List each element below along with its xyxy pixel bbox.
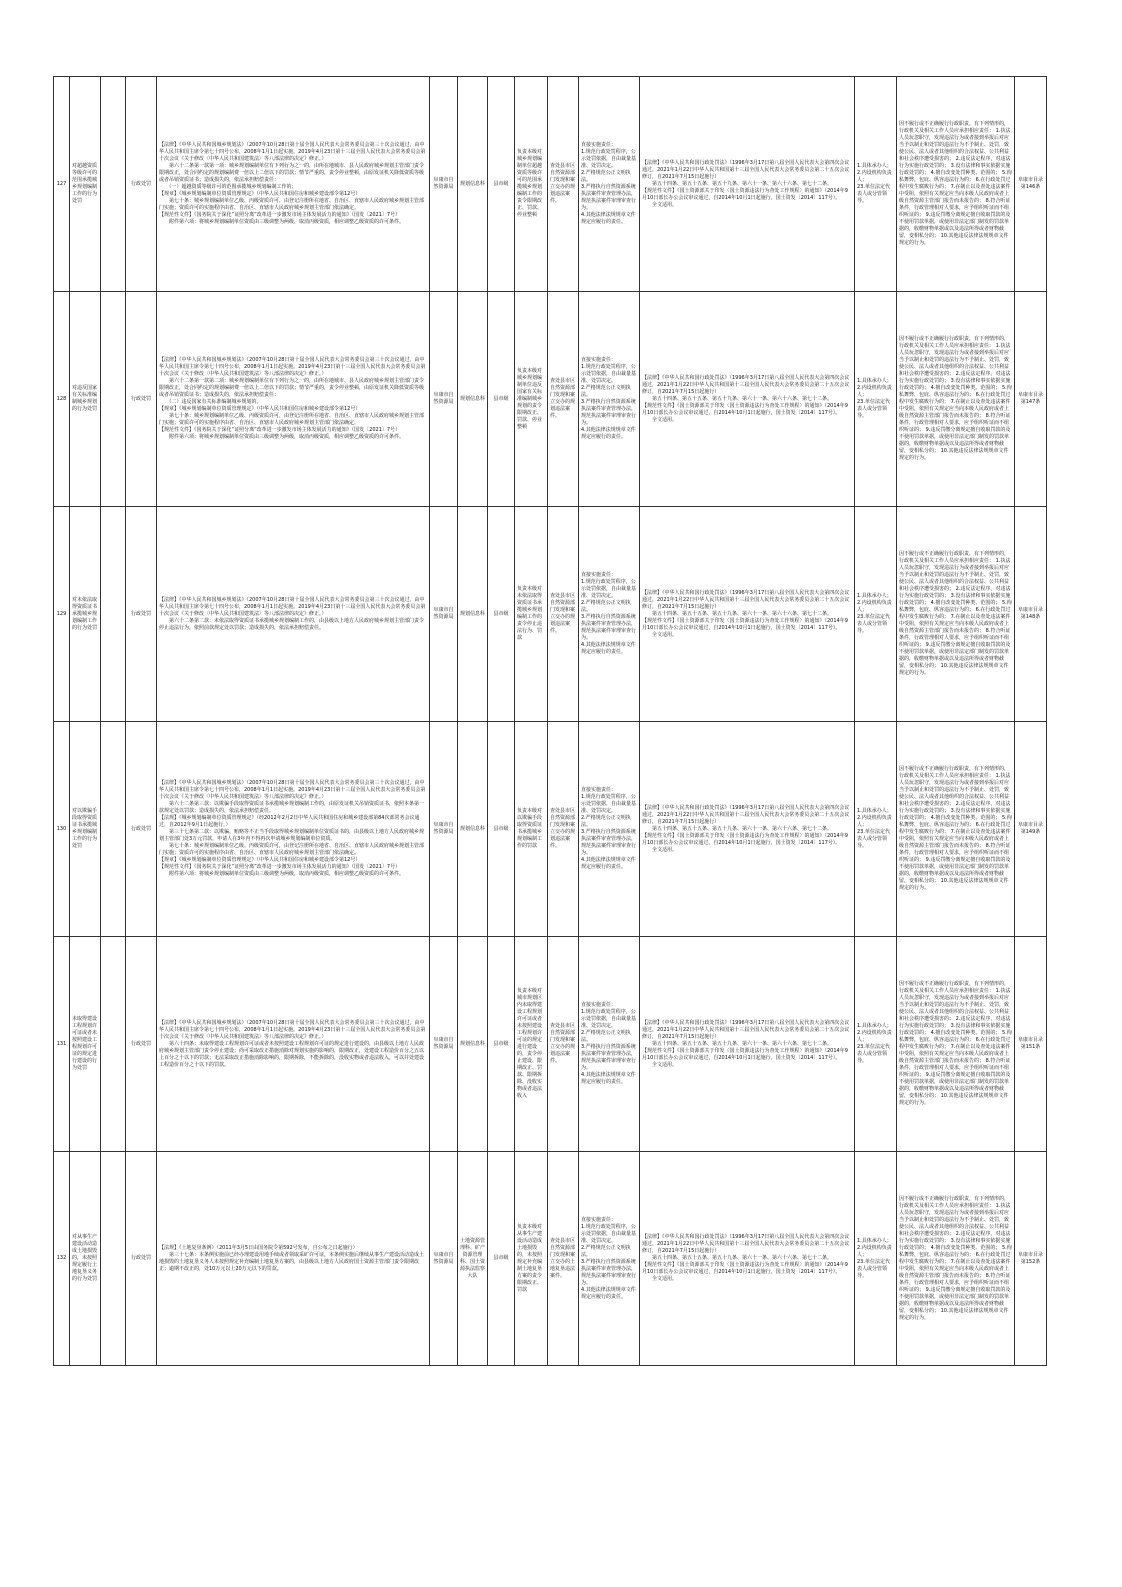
responsibility-content: 负责本级对城市规划区内未取得建设工程规划许可证或者未按照建设工程规划许可证的规定进行建设的，责令停止建设、限期改正、罚款、限期拆除、没收实物或者违法收入 [515,937,548,1152]
item-type: 行政处罚 [126,77,157,292]
sub-item [101,507,126,722]
item-type: 行政处罚 [126,1152,157,1366]
row-number: 129 [54,507,70,722]
legal-basis: 【法规】《土地复垦条例》（2011年3月5日由国务院令第592号发布，自公布之日起施行） 第三十七条：本条例实施前已经办理建设用地手续或者领取采矿许可证，本条例实施后继续从事生产建设活动造成土地损毁的土地复垦义务人未按照规定补充编制土地复垦方案的，由县级以上地方人民政府国土资源主管部门责令限期改正；逾期不改正的，处10万元以上20万元以下的罚款。 [157,1152,430,1366]
accountable-persons: 1.具体承办人； 2.内设机构负责人； 23.单位法定代表人或分管领导。 [855,292,897,507]
row-number: 127 [54,77,70,292]
duty-items: 查处县市区自然资源部门发现和案立交办的规划违法案件。 [548,77,579,292]
table-row [54,1152,1047,1366]
remark: 阜康市目录第148条 [1015,507,1047,722]
responsible-office: 规划信息科 [458,292,488,507]
exercise-level: 县市级 [488,292,515,507]
responsible-office: 土地资源管理科、矿产资源管理科、国土资源执法监察大队 [458,1152,488,1366]
accountable-persons: 1.具体承办人； 2.内设机构负责人； 23.单位法定代表人或分管领导。 [855,77,897,292]
implementation-duties: 直接实施责任： 1.规范行政处罚程序，公示处罚依据，自由裁量基准、处罚决定。 2.严格规范公正文明执法。 3.严格执行自然资源系统执法案件审查管理办法，规范执法案件审理审查行为。 4.其他法律法规规章文件规定应履行的责任。 [579,1152,640,1366]
department: 阜康市自然资源局 [430,507,458,722]
item-name: 对以欺骗手段取得资质证书承揽城乡规划编制工作的行为处罚 [70,722,101,937]
table-row [54,507,1047,722]
item-type: 行政处罚 [126,507,157,722]
item-name: 未取得建设工程规划许可证或者未按照建设工程规划许可证的规定进行建设的行为处罚 [70,937,101,1152]
exercise-level: 县市级 [488,77,515,292]
table-row [54,722,1047,937]
legal-basis: 【法律】《中华人民共和国城乡规划法》（2007年10月28日第十届全国人民代表大会常务委员会第三十次会议通过，由中华人民共和国主席令第七十四号公布，2008年1月1日起实施。2019年4月23日第十三届全国人民代表大会常务委员会第十次会议《关于修改〈中华人民共和国建筑法〉等八部法律的决定》修正。） 第六十二条第二款：未依法取得资质证书承揽城乡规划编制工作的，由县级以上地方人民政府城乡规划主管部门责令停止违法行为，依照前款规定处以罚款；造成损失的，依法承担赔偿责任。 [157,507,430,722]
row-number: 130 [54,722,70,937]
row-number: 128 [54,292,70,507]
legal-basis: 【法律】《中华人民共和国城乡规划法》（2007年10月28日第十届全国人民代表大会常务委员会第三十次会议通过，由中华人民共和国主席令第七十四号公布，2008年1月1日起实施。2019年4月23日第十三届全国人民代表大会常务委员会第十次会议《关于修改〈中华人民共和国建筑法〉等八部法律的决定》修正。） 第六十二条第一款第二项：城乡规划编制单位有下列行为之一的，由所在地城市、县人民政府城乡规划主管部门责令限期改正，处合同约定的规划编制费一倍以上二倍以下的罚款；情节严重的，责令停业整顿，由原发证机关降低资质等级或者吊销资质证书；造成损失的，依法承担赔偿责任： （二）违反国家有关标准编制城乡规划的。 【规章】《城乡规划编制单位资质管理规定》（中华人民共和国住房和城乡建设部令第12号） 第七十条：城乡规划编制单位乙级、丙级资质许可，由登记注册所在地省、自治区、直辖市人民政府城乡规划主管部门实施；资质许可的实施程序由省、自治区、直辖市人民政府城乡规划主管部门依法确定。 【规范性文件】《国务院关于深化“证照分离”改革进一步激发市场主体发展活力的通知》（国发〔2021〕7号） 附件第六项：将城乡规划编制单位资质由三级调整为两级，取消丙级资质，相应调整乙级资质的许可条件。 [157,292,430,507]
responsibility-content: 负责本级对从事生产建设活动造成土地损毁的，未按照规定补充编制土地复垦方案的责令限期改正、罚款 [515,1152,548,1366]
exercise-level: 县市级 [488,1152,515,1366]
item-name: 对未依法取得资质证书承揽城乡规划编制工作的行为处罚 [70,507,101,722]
accountability-situations: 因不履行或不正确履行行政职责，有下列情形的，行政机关及相关工作人员应承担相应责任： 1.执法人员玩忽职守，发现违法行为或者接到举报后对应当予以制止和处罚的违法行为不予制止、处罚，致使公民、法人或者其他组织的合法权益、公共利益和社会秩序遭受损害的； 2.违反法定程序，对违法行为实施行政处罚的； 3.没有法律和事实依据实施行政处罚的； 4.擅自改变处罚种类、范围的； 5.徇私舞弊，包庇、纵容违法行为的； 6.在行政处罚过程中发生腐败行为的； 7.在制止以及查处违法案件中受阻，依照有关规定应当向本级人民政府或者上级自然资源主管部门报告而未报告的； 8.符合听证条件，行政管理相对人要求，应予组织听证而不组织听证的； 9.违反罚缴分离规定擅自收取罚款的及不使用罚款单据，或使用非法定部门制发的罚款单据的，收缴财物单据或以及违法所得或者财物截留，变相私分的； 10.其他违反法律法规规章文件规定的行为。 [897,77,1015,292]
item-type: 行政处罚 [126,292,157,507]
row-number: 131 [54,937,70,1152]
department: 阜康市自然资源局 [430,937,458,1152]
responsibility-table [53,76,1047,1366]
accountability-situations: 因不履行或不正确履行行政职责，有下列情形的，行政机关及相关工作人员应承担相应责任： 1.执法人员玩忽职守，发现违法行为或者接到举报后对应当予以制止和处罚的违法行为不予制止、处罚，致使公民、法人或者其他组织的合法权益、公共利益和社会秩序遭受损害的； 2.违反法定程序，对违法行为实施行政处罚的； 3.没有法律和事实依据实施行政处罚的； 4.擅自改变处罚种类、范围的； 5.徇私舞弊，包庇、纵容违法行为的； 6.在行政处罚过程中发生腐败行为的； 7.在制止以及查处违法案件中受阻，依照有关规定应当向本级人民政府或者上级自然资源主管部门报告而未报告的； 8.符合听证条件，行政管理相对人要求，应予组织听证而不组织听证的； 9.违反罚缴分离规定擅自收取罚款的及不使用罚款单据，或使用非法定部门制发的罚款单据的，收缴财物单据或以及违法所得或者财物截留，变相私分的； 10.其他违反法律法规规章文件规定的行为。 [897,722,1015,937]
item-name: 对违反国家有关标准编制城乡规划的行为处罚 [70,292,101,507]
accountability-basis: 【法律】《中华人民共和国行政处罚法》（1996年3月17日第八届全国人民代表大会第四次会议通过，2021年1月22日中华人民共和国第十三届全国人民代表大会常务委员会第二十五次会议修订，自2021年7月15日起施行） 第五十四条、第五十五条、第五十九条、第六十一条、第六十六条、第七十二条。 【规范性文件】《国土资源部关于印发〈国土资源违法行为查处工作规程〉的通知》（2014年9月10日部长办公会议审议通过，自2014年10月1日起施行，国土资发〔2014〕117号）。 全文适用。 [640,292,855,507]
accountability-basis: 【法律】《中华人民共和国行政处罚法》（1996年3月17日第八届全国人民代表大会第四次会议通过，2021年1月22日中华人民共和国第十三届全国人民代表大会常务委员会第二十五次会议修订，自2021年7月15日起施行） 第五十四条、第五十五条、第五十九条、第六十一条、第六十六条、第七十二条。 【规范性文件】《国土资源部关于印发〈国土资源违法行为查处工作规程〉的通知》（2014年9月10日部长办公会议审议通过，自2014年10月1日起施行，国土资发〔2014〕117号）。 全文适用。 [640,722,855,937]
remark: 阜康市目录第152条 [1015,1152,1047,1366]
implementation-duties: 直接实施责任： 1.规范行政处罚程序，公示处罚依据，自由裁量基准、处罚决定。 2.严格规范公正文明执法。 3.严格执行自然资源系统执法案件审查管理办法，规范执法案件审理审查行为。 4.其他法律法规规章文件规定应履行的责任。 [579,937,640,1152]
accountable-persons: 1.具体承办人； 2.内设机构负责人； 23.单位法定代表人或分管领导。 [855,722,897,937]
responsible-office: 规划信息科 [458,937,488,1152]
table-row [54,937,1047,1152]
sub-item [101,722,126,937]
remark: 阜康市目录第151条 [1015,937,1047,1152]
item-name: 对从事生产建设活动造成土地损毁的，未按照规定履行土地复垦义务的行为处罚 [70,1152,101,1366]
accountability-situations: 因不履行或不正确履行行政职责，有下列情形的，行政机关及相关工作人员应承担相应责任： 1.执法人员玩忽职守，发现违法行为或者接到举报后对应当予以制止和处罚的违法行为不予制止、处罚，致使公民、法人或者其他组织的合法权益、公共利益和社会秩序遭受损害的； 2.违反法定程序，对违法行为实施行政处罚的； 3.没有法律和事实依据实施行政处罚的； 4.擅自改变处罚种类、范围的； 5.徇私舞弊，包庇、纵容违法行为的； 6.在行政处罚过程中发生腐败行为的； 7.在制止以及查处违法案件中受阻，依照有关规定应当向本级人民政府或者上级自然资源主管部门报告而未报告的； 8.符合听证条件，行政管理相对人要求，应予组织听证而不组织听证的； 9.违反罚缴分离规定擅自收取罚款的及不使用罚款单据，或使用非法定部门制发的罚款单据的，收缴财物单据或以及违法所得或者财物截留，变相私分的； 10.其他违反法律法规规章文件规定的行为。 [897,1152,1015,1366]
sub-item [101,292,126,507]
legal-basis: 【法律】《中华人民共和国城乡规划法》（2007年10月28日第十届全国人民代表大会常务委员会第三十次会议通过，由中华人民共和国主席令第七十四号公布，2008年1月1日起实施。2019年4月23日第十三届全国人民代表大会常务委员会第十次会议《关于修改〈中华人民共和国建筑法〉等八部法律的决定》修正。） 第六十四条：未取得建设工程规划许可证或者未按照建设工程规划许可证的规定进行建设的，由县级以上地方人民政府城乡规划主管部门责令停止建设；尚可采取改正措施消除对规划实施的影响的，限期改正，处建设工程造价百分之五以上百分之十以下的罚款；无法采取改正措施消除影响的，限期拆除，不能拆除的，没收实物或者违法收入，可以并处建设工程造价百分之十以下的罚款。 [157,937,430,1152]
department: 阜康市自然资源局 [430,1152,458,1366]
duty-items: 查处县市区自然资源部门发现和案立交办的规划违法案件。 [548,507,579,722]
exercise-level: 县市级 [488,937,515,1152]
accountability-situations: 因不履行或不正确履行行政职责，有下列情形的，行政机关及相关工作人员应承担相应责任： 1.执法人员玩忽职守，发现违法行为或者接到举报后对应当予以制止和处罚的违法行为不予制止、处罚，致使公民、法人或者其他组织的合法权益、公共利益和社会秩序遭受损害的； 2.违反法定程序，对违法行为实施行政处罚的； 3.没有法律和事实依据实施行政处罚的； 4.擅自改变处罚种类、范围的； 5.徇私舞弊，包庇、纵容违法行为的； 6.在行政处罚过程中发生腐败行为的； 7.在制止以及查处违法案件中受阻，依照有关规定应当向本级人民政府或者上级自然资源主管部门报告而未报告的； 8.符合听证条件，行政管理相对人要求，应予组织听证而不组织听证的； 9.违反罚缴分离规定擅自收取罚款的及不使用罚款单据，或使用非法定部门制发的罚款单据的，收缴财物单据或以及违法所得或者财物截留，变相私分的； 10.其他违反法律法规规章文件规定的行为。 [897,937,1015,1152]
row-number: 132 [54,1152,70,1366]
accountability-situations: 因不履行或不正确履行行政职责，有下列情形的，行政机关及相关工作人员应承担相应责任： 1.执法人员玩忽职守，发现违法行为或者接到举报后对应当予以制止和处罚的违法行为不予制止、处罚，致使公民、法人或者其他组织的合法权益、公共利益和社会秩序遭受损害的； 2.违反法定程序，对违法行为实施行政处罚的； 3.没有法律和事实依据实施行政处罚的； 4.擅自改变处罚种类、范围的； 5.徇私舞弊，包庇、纵容违法行为的； 6.在行政处罚过程中发生腐败行为的； 7.在制止以及查处违法案件中受阻，依照有关规定应当向本级人民政府或者上级自然资源主管部门报告而未报告的； 8.符合听证条件，行政管理相对人要求，应予组织听证而不组织听证的； 9.违反罚缴分离规定擅自收取罚款的及不使用罚款单据，或使用非法定部门制发的罚款单据的，收缴财物单据或以及违法所得或者财物截留，变相私分的； 10.其他违反法律法规规章文件规定的行为。 [897,292,1015,507]
remark: 阜康市目录第147条 [1015,292,1047,507]
remark: 阜康市目录第146条 [1015,77,1047,292]
department: 阜康市自然资源局 [430,77,458,292]
sub-item [101,1152,126,1366]
department: 阜康市自然资源局 [430,722,458,937]
responsibility-content: 负责本级对未依法取得资质证书承揽城乡规划编制工作的责令停止违法行为、罚款 [515,507,548,722]
exercise-level: 县市级 [488,722,515,937]
responsible-office: 规划信息科 [458,77,488,292]
item-name: 对超越资质等级许可的范围承揽城乡规划编制工作的行为处罚 [70,77,101,292]
duty-items: 查处县市区自然资源部门发现和案立交办的规划违法案件。 [548,937,579,1152]
responsibility-content: 负责本级对以欺骗手段取得资质证书承揽城乡规划编制工作的罚款 [515,722,548,937]
implementation-duties: 直接实施责任： 1.规范行政处罚程序，公示处罚依据，自由裁量基准、处罚决定。 2.严格规范公正文明执法。 3.严格执行自然资源系统执法案件审查管理办法，规范执法案件审理审查行为。 4.其他法律法规规章文件规定应履行的责任。 [579,507,640,722]
duty-items: 查处县市区自然资源部门发现和案立交办的规划违法案件。 [548,292,579,507]
department: 阜康市自然资源局 [430,292,458,507]
accountability-basis: 【法律】《中华人民共和国行政处罚法》（1996年3月17日第八届全国人民代表大会第四次会议通过，2021年1月22日中华人民共和国第十三届全国人民代表大会常务委员会第二十五次会议修订，自2021年7月15日起施行） 第五十四条、第五十五条、第五十九条、第六十一条、第六十六条、第七十二条。 【规范性文件】《国土资源部关于印发〈国土资源违法行为查处工作规程〉的通知》（2014年9月10日部长办公会议审议通过，自2014年10月1日起施行，国土资发〔2014〕117号）。 全文适用。 [640,77,855,292]
table-row [54,292,1047,507]
implementation-duties: 直接实施责任： 1.规范行政处罚程序，公示处罚依据，自由裁量基准、处罚决定。 2.严格规范公正文明执法。 3.严格执行自然资源系统执法案件审查管理办法，规范执法案件审理审查行为。 4.其他法律法规规章文件规定应履行的责任。 [579,77,640,292]
accountable-persons: 1.具体承办人； 2.内设机构负责人； 23.单位法定代表人或分管领导。 [855,1152,897,1366]
accountable-persons: 1.具体承办人； 2.内设机构负责人； 23.单位法定代表人或分管领导。 [855,507,897,722]
accountability-basis: 【法律】《中华人民共和国行政处罚法》（1996年3月17日第八届全国人民代表大会第四次会议通过，2021年1月22日中华人民共和国第十三届全国人民代表大会常务委员会第二十五次会议修订，自2021年7月15日起施行） 第五十四条、第五十五条、第五十九条、第六十一条、第六十六条、第七十二条。 【规范性文件】《国土资源部关于印发〈国土资源违法行为查处工作规程〉的通知》（2014年9月10日部长办公会议审议通过，自2014年10月1日起施行，国土资发〔2014〕117号）。 全文适用。 [640,1152,855,1366]
item-type: 行政处罚 [126,722,157,937]
legal-basis: 【法律】《中华人民共和国城乡规划法》（2007年10月28日第十届全国人民代表大会常务委员会第三十次会议通过，由中华人民共和国主席令第七十四号公布，2008年1月1日起实施。2019年4月23日第十三届全国人民代表大会常务委员会第十次会议《关于修改〈中华人民共和国建筑法〉等八部法律的决定》修正。） 第六十二条第三款：以欺骗手段取得资质证书承揽城乡规划编制工作的，由原发证机关吊销资质证书，依照本条第一款规定处以罚款；造成损失的，依法承担赔偿责任。 【法规】《城乡规划编制单位资质管理规定》（经2012年2月2日中华人民共和国住房和城乡建设部第84次部常务会议通过，自2012年9月1日起施行。） 第三十七条第二款：以欺骗、贿赂等不正当手段取得城乡规划编制单位资质证书的，由县级以上地方人民政府城乡规划主管部门处3万元罚款，申请人在3年内不得再次申请城乡规划编制单位资质。 第七十条：城乡规划编制单位乙级、丙级资质许可，由登记注册所在地省、自治区、直辖市人民政府城乡规划主管部门实施；资质许可的实施程序由省、自治区、直辖市人民政府城乡规划主管部门依法确定。 【规章】《城乡规划编制单位资质管理规定》（中华人民共和国住房和城乡建设部令第12号） 【规范性文件】《国务院关于深化“证照分离”改革进一步激发市场主体发展活力的通知》（国发〔2021〕7号） 附件第六项：将城乡规划编制单位资质由三级调整为两级，取消丙级资质，相应调整乙级资质的许可条件。 [157,722,430,937]
implementation-duties: 直接实施责任： 1.规范行政处罚程序，公示处罚依据，自由裁量基准、处罚决定。 2.严格规范公正文明执法。 3.严格执行自然资源系统执法案件审查管理办法，规范执法案件审理审查行为。 4.其他法律法规规章文件规定应履行的责任。 [579,722,640,937]
accountability-situations: 因不履行或不正确履行行政职责，有下列情形的，行政机关及相关工作人员应承担相应责任： 1.执法人员玩忽职守，发现违法行为或者接到举报后对应当予以制止和处罚的违法行为不予制止、处罚，致使公民、法人或者其他组织的合法权益、公共利益和社会秩序遭受损害的； 2.违反法定程序，对违法行为实施行政处罚的； 3.没有法律和事实依据实施行政处罚的； 4.擅自改变处罚种类、范围的； 5.徇私舞弊，包庇、纵容违法行为的； 6.在行政处罚过程中发生腐败行为的； 7.在制止以及查处违法案件中受阻，依照有关规定应当向本级人民政府或者上级自然资源主管部门报告而未报告的； 8.符合听证条件，行政管理相对人要求，应予组织听证而不组织听证的； 9.违反罚缴分离规定擅自收取罚款的及不使用罚款单据，或使用非法定部门制发的罚款单据的，收缴财物单据或以及违法所得或者财物截留，变相私分的； 10.其他违反法律法规规章文件规定的行为。 [897,507,1015,722]
responsible-office: 规划信息科 [458,507,488,722]
implementation-duties: 直接实施责任： 1.规范行政处罚程序，公示处罚依据，自由裁量基准、处罚决定。 2.严格规范公正文明执法。 3.严格执行自然资源系统执法案件审查管理办法，规范执法案件审理审查行为。 4.其他法律法规规章文件规定应履行的责任。 [579,292,640,507]
sub-item [101,937,126,1152]
sub-item [101,77,126,292]
duty-items: 查处县市区自然资源部门发现和案立交办的规划违法案件。 [548,722,579,937]
accountability-basis: 【法律】《中华人民共和国行政处罚法》（1996年3月17日第八届全国人民代表大会第四次会议通过，2021年1月22日中华人民共和国第十三届全国人民代表大会常务委员会第二十五次会议修订，自2021年7月15日起施行） 第五十四条、第五十五条、第五十九条、第六十一条、第六十六条、第七十二条。 【规范性文件】《国土资源部关于印发〈国土资源违法行为查处工作规程〉的通知》（2014年9月10日部长办公会议审议通过，自2014年10月1日起施行，国土资发〔2014〕117号）。 全文适用。 [640,937,855,1152]
item-type: 行政处罚 [126,937,157,1152]
accountable-persons: 1.具体承办人； 2.内设机构负责人； 23.单位法定代表人或分管领导。 [855,937,897,1152]
duty-items: 查处县市区自然资源部门发现和案立交办的土地复垦违法案件。 [548,1152,579,1366]
table-row [54,77,1047,292]
responsibility-content: 负责本级对城乡规划编制单位违反国家有关标准编制城乡规划的责令限期改正、罚款、停业整顿 [515,292,548,507]
legal-basis: 【法律】《中华人民共和国城乡规划法》（2007年10月28日第十届全国人民代表大会常务委员会第三十次会议通过，由中华人民共和国主席令第七十四号公布，2008年1月1日起实施。2019年4月23日第十三届全国人民代表大会常务委员会第十次会议《关于修改〈中华人民共和国建筑法〉等八部法律的决定》修正。） 第六十二条第一款第一项：城乡规划编制单位有下列行为之一的，由所在地城市、县人民政府城乡规划主管部门责令限期改正，处合同约定的规划编制费一倍以上二倍以下的罚款；情节严重的，责令停业整顿，由原发证机关降低资质等级或者吊销资质证书；造成损失的，依法承担赔偿责任： （一）超越资质等级许可的范围承揽城乡规划编制工作的； 【规章】《城乡规划编制单位资质管理规定》（中华人民共和国住房和城乡建设部令第12号） 第七十条：城乡规划编制单位乙级、丙级资质许可，由登记注册所在地省、自治区、直辖市人民政府城乡规划主管部门实施；资质许可的实施程序由省、自治区、直辖市人民政府城乡规划主管部门依法确定。 【规范性文件】《国务院关于深化“证照分离”改革进一步激发市场主体发展活力的通知》（国发〔2021〕7号） 附件第六项：将城乡规划编制单位资质由三级调整为两级，取消丙级资质，相应调整乙级资质的许可条件。 [157,77,430,292]
accountability-basis: 【法律】《中华人民共和国行政处罚法》（1996年3月17日第八届全国人民代表大会第四次会议通过，2021年1月22日中华人民共和国第十三届全国人民代表大会常务委员会第二十五次会议修订，自2021年7月15日起施行） 第五十四条、第五十五条、第五十九条、第六十一条、第六十六条、第七十二条。 【规范性文件】《国土资源部关于印发〈国土资源违法行为查处工作规程〉的通知》（2014年9月10日部长办公会议审议通过，自2014年10月1日起施行，国土资发〔2014〕117号）。 全文适用。 [640,507,855,722]
exercise-level: 县市级 [488,507,515,722]
remark: 阜康市目录第149条 [1015,722,1047,937]
responsibility-content: 负责本级对城乡规划编制单位超越资质等级许可的范围承揽城乡规划编制工作的责令限期改正、罚款、停业整顿 [515,77,548,292]
responsible-office: 规划信息科 [458,722,488,937]
